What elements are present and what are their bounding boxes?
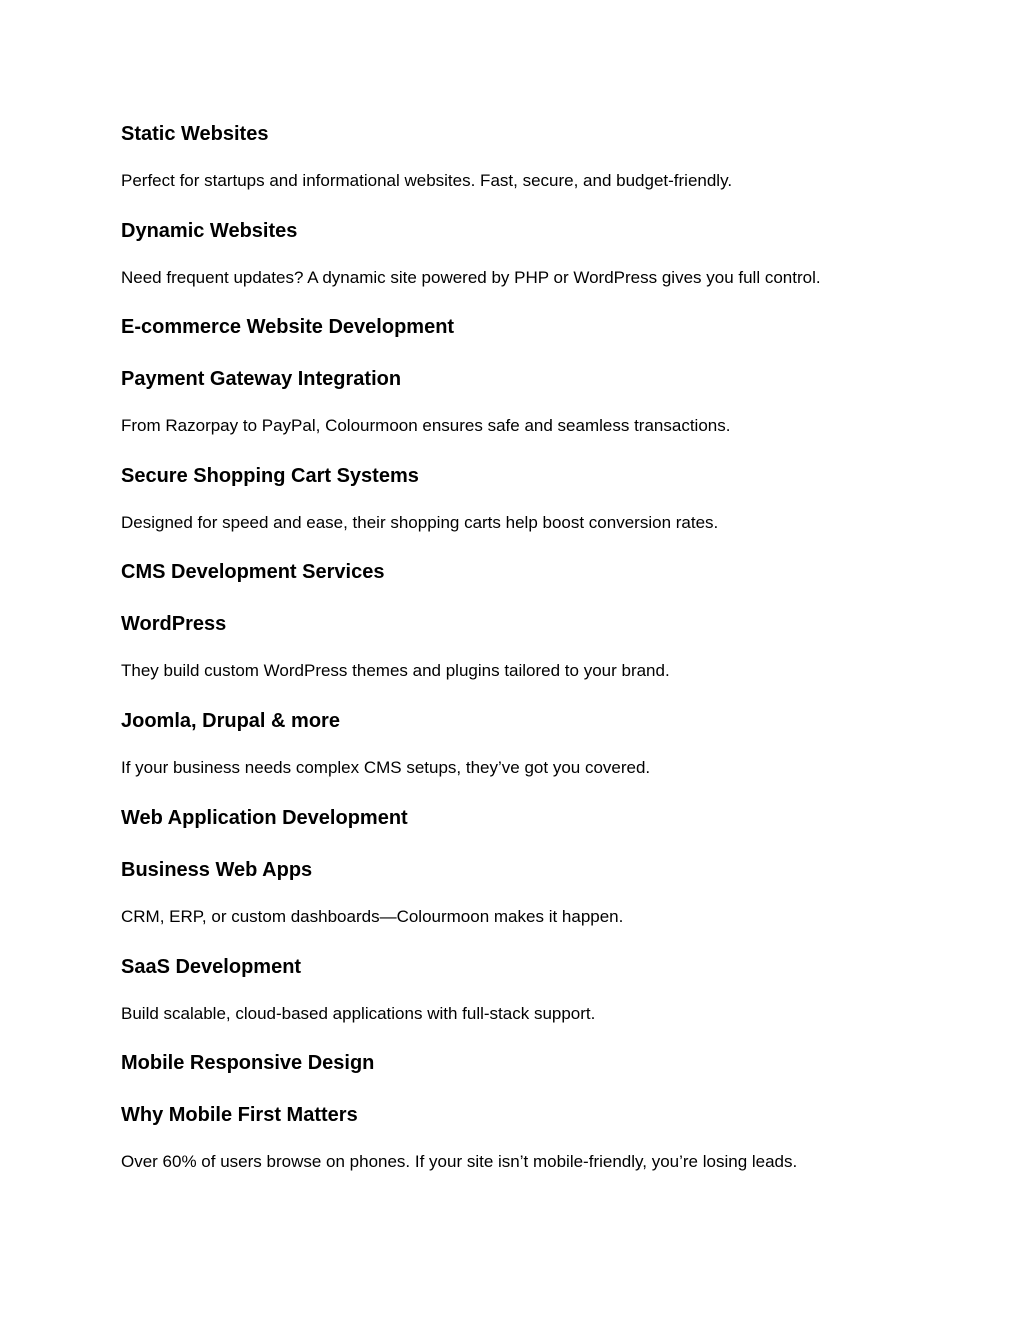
paragraph-shopping-cart: Designed for speed and ease, their shopping carts help boost conversion rates. xyxy=(121,513,719,532)
section-heading-saas-development: SaaS Development xyxy=(121,956,302,978)
section-heading-business-web-apps: Business Web Apps xyxy=(121,859,313,881)
paragraph-saas-development: Build scalable, cloud-based applications with full-stack support. xyxy=(121,1004,596,1023)
paragraph-business-web-apps: CRM, ERP, or custom dashboards—Colourmoon makes it happen. xyxy=(121,907,624,926)
section-heading-web-app-development: Web Application Development xyxy=(121,807,408,829)
section-heading-mobile-first: Why Mobile First Matters xyxy=(121,1104,358,1126)
section-heading-dynamic-websites: Dynamic Websites xyxy=(121,220,298,242)
paragraph-wordpress: They build custom WordPress themes and plugins tailored to your brand. xyxy=(121,661,670,680)
section-heading-ecommerce: E-commerce Website Development xyxy=(121,316,455,338)
paragraph-joomla-drupal: If your business needs complex CMS setups, they’ve got you covered. xyxy=(121,758,651,777)
section-heading-mobile-responsive: Mobile Responsive Design xyxy=(121,1052,375,1074)
section-heading-static-websites: Static Websites xyxy=(121,123,269,145)
section-heading-joomla-drupal: Joomla, Drupal & more xyxy=(121,710,340,732)
paragraph-payment-gateway: From Razorpay to PayPal, Colourmoon ensures safe and seamless transactions. xyxy=(121,416,731,435)
section-heading-wordpress: WordPress xyxy=(121,613,227,635)
paragraph-static-websites: Perfect for startups and informational websites. Fast, secure, and budget-friendly. xyxy=(121,171,733,190)
section-heading-shopping-cart: Secure Shopping Cart Systems xyxy=(121,465,419,487)
paragraph-mobile-first: Over 60% of users browse on phones. If your site isn’t mobile-friendly, you’re losing leads. xyxy=(121,1152,798,1171)
section-heading-cms-development: CMS Development Services xyxy=(121,561,385,583)
paragraph-dynamic-websites: Need frequent updates? A dynamic site powered by PHP or WordPress gives you full control. xyxy=(121,268,821,287)
section-heading-payment-gateway: Payment Gateway Integration xyxy=(121,368,402,390)
